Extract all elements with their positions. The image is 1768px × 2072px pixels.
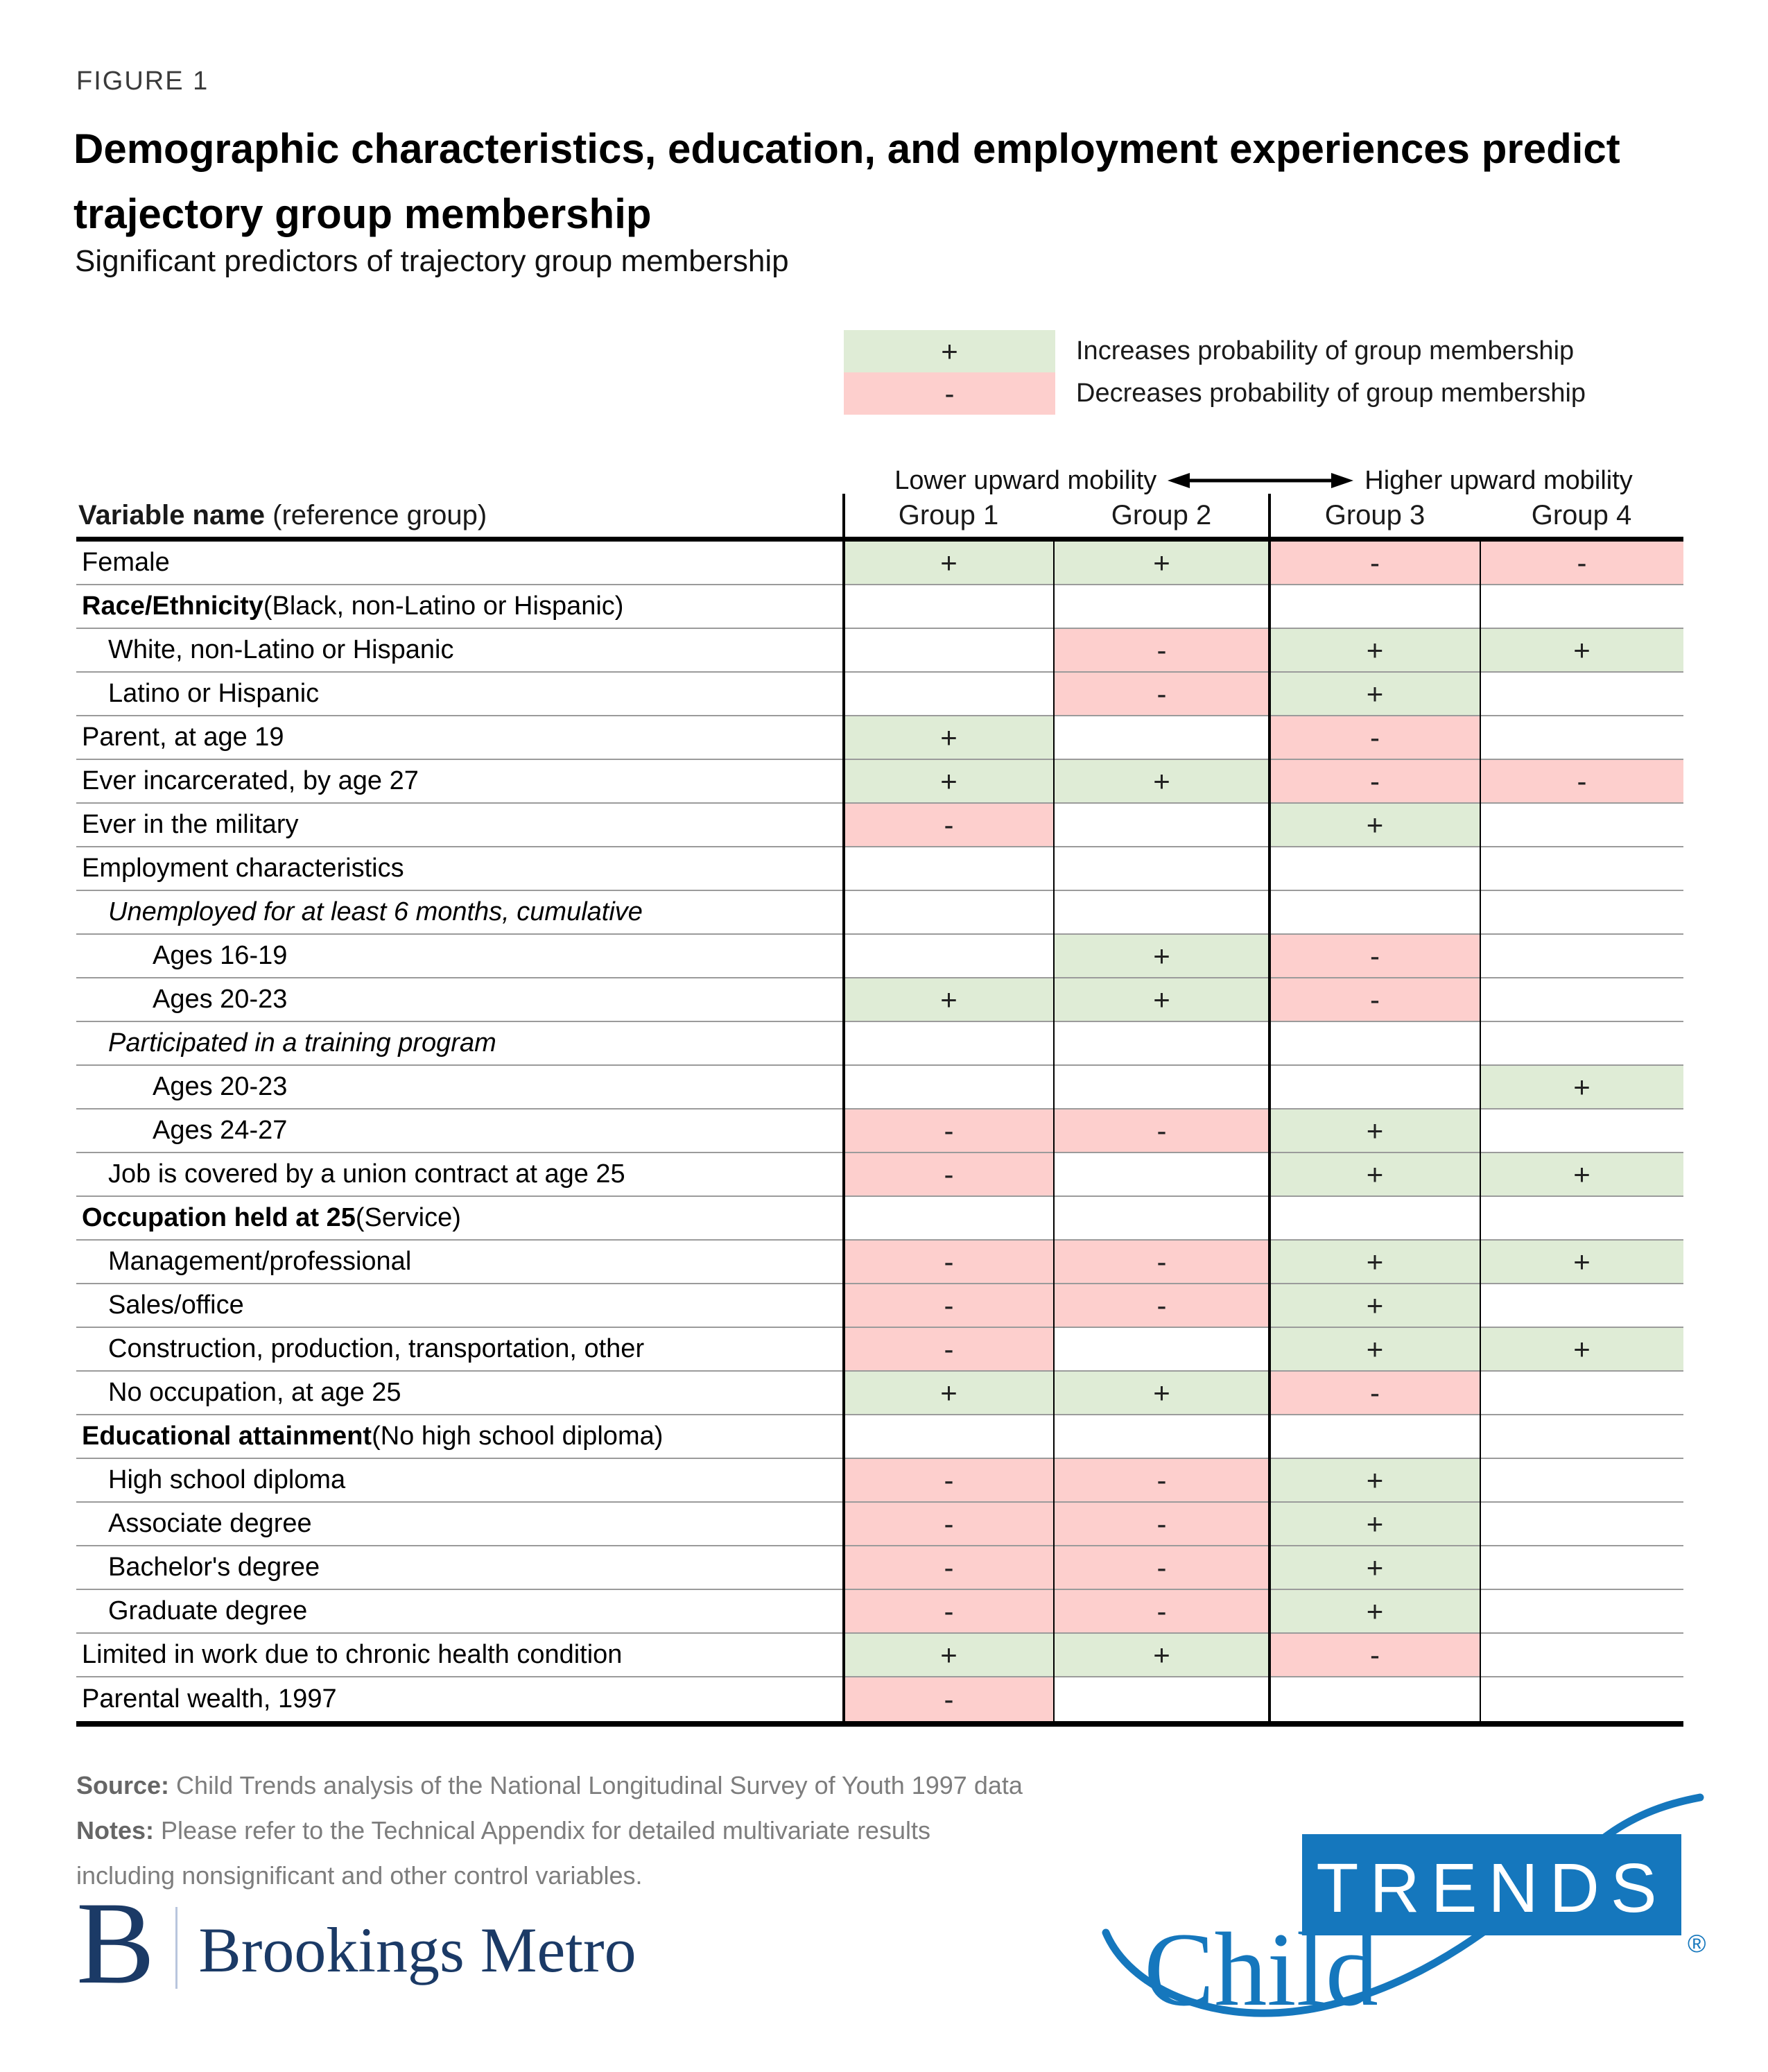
cell-group2 [1054, 1328, 1269, 1370]
cell-group2: + [1054, 542, 1269, 584]
cell-group1 [844, 629, 1054, 671]
cell-group2: - [1054, 673, 1269, 715]
table-row [76, 1590, 1683, 1634]
cell-group1: + [844, 978, 1054, 1021]
group-header-4: Group 4 [1531, 500, 1632, 530]
cell-group4 [1480, 1197, 1683, 1239]
cell-group3: + [1269, 804, 1480, 846]
cell-group3: + [1269, 1284, 1480, 1327]
table-row [76, 978, 1683, 1022]
row-label: Sales/office [108, 1290, 244, 1320]
bottom-rule [76, 1721, 1683, 1727]
cell-group3 [1269, 585, 1480, 628]
table-row [76, 542, 1683, 585]
cell-group2 [1054, 1066, 1269, 1108]
row-label: Ages 20-23 [153, 985, 288, 1014]
cell-group1: - [844, 1590, 1054, 1632]
cell-group2 [1054, 585, 1269, 628]
mobility-right-label: Higher upward mobility [1364, 465, 1633, 495]
cell-group4 [1480, 1546, 1683, 1589]
grid-vline-light [1053, 542, 1055, 1727]
group-header-3: Group 3 [1324, 500, 1425, 530]
cell-group3: + [1269, 1546, 1480, 1589]
cell-group1: - [844, 1110, 1054, 1152]
cell-group2: - [1054, 1459, 1269, 1501]
table-row [76, 804, 1683, 847]
table-row [76, 673, 1683, 716]
cell-group2 [1054, 1022, 1269, 1064]
table-row [76, 935, 1683, 978]
brookings-wordmark: Brookings Metro [198, 1915, 636, 1985]
cell-group2: + [1054, 978, 1269, 1021]
brookings-metro-logo [76, 1878, 636, 2008]
cell-group3: + [1269, 1110, 1480, 1152]
row-label: Unemployed for at least 6 months, cumulative [108, 897, 643, 926]
table-row [76, 760, 1683, 804]
brookings-b-monogram: B [76, 1878, 155, 2008]
cell-group4 [1480, 716, 1683, 759]
group-header-2: Group 2 [1111, 500, 1212, 530]
cell-group2 [1054, 716, 1269, 759]
cell-group3: + [1269, 1153, 1480, 1195]
table-row [76, 1372, 1683, 1415]
cell-group3 [1269, 1197, 1480, 1239]
cell-group4 [1480, 804, 1683, 846]
cell-group2 [1054, 1415, 1269, 1458]
row-label: Limited in work due to chronic health condition [82, 1640, 623, 1669]
row-label: Construction, production, transportation, other [108, 1334, 645, 1363]
cell-group3 [1269, 1022, 1480, 1064]
cell-group4 [1480, 1590, 1683, 1632]
mobility-axis [844, 463, 1683, 498]
cell-group2: + [1054, 760, 1269, 802]
legend-label: Decreases probability of group membership [1076, 379, 1586, 408]
cell-group2: - [1054, 1590, 1269, 1632]
cell-group3: + [1269, 1459, 1480, 1501]
logo-divider [175, 1907, 177, 1989]
cell-group4 [1480, 891, 1683, 933]
cell-group1: - [844, 1241, 1054, 1283]
cell-group1 [844, 673, 1054, 715]
cell-group4 [1480, 1372, 1683, 1414]
cell-group3: - [1269, 935, 1480, 977]
child-wordmark: Child [1144, 1911, 1378, 2028]
table-row [76, 1066, 1683, 1110]
legend-item [844, 330, 1586, 372]
legend-swatch: + [844, 330, 1055, 372]
cell-group4 [1480, 1284, 1683, 1327]
cell-group1 [844, 1066, 1054, 1108]
source-line: Source: Child Trends analysis of the National Longitudinal Survey of Youth 1997 data [76, 1771, 1023, 1799]
cell-group3: - [1269, 542, 1480, 584]
cell-group1 [844, 891, 1054, 933]
footer-notes [76, 1763, 1033, 1898]
cell-group1: - [844, 1459, 1054, 1501]
row-label: Ages 16-19 [153, 941, 288, 970]
table-row [76, 629, 1683, 673]
figure-title: Demographic characteristics, education, and employment experiences predict trajectory group membership [73, 126, 1620, 237]
cell-group2 [1054, 891, 1269, 933]
cell-group2 [1054, 1197, 1269, 1239]
row-label: Educational attainment (No high school diploma) [82, 1422, 664, 1451]
row-label: No occupation, at age 25 [108, 1378, 401, 1407]
row-label: High school diploma [108, 1465, 346, 1494]
cell-group4 [1480, 1110, 1683, 1152]
cell-group4: - [1480, 760, 1683, 802]
cell-group1: - [844, 1677, 1054, 1721]
row-label: Ages 20-23 [153, 1072, 288, 1101]
cell-group2: + [1054, 1372, 1269, 1414]
cell-group1: - [844, 804, 1054, 846]
registered-icon: ® [1688, 1929, 1706, 1958]
notes-line: Notes: Please refer to the Technical Appendix for detailed multivariate results including nonsignificant and other control variables. [76, 1816, 930, 1890]
row-label: Management/professional [108, 1247, 412, 1276]
legend-label: Increases probability of group membership [1076, 336, 1575, 365]
table-row [76, 1241, 1683, 1284]
cell-group1 [844, 1197, 1054, 1239]
table-row [76, 1328, 1683, 1372]
cell-group1: - [844, 1503, 1054, 1545]
table-row [76, 1110, 1683, 1153]
cell-group4 [1480, 1503, 1683, 1545]
row-label: Associate degree [108, 1509, 312, 1538]
row-label: Latino or Hispanic [108, 679, 320, 708]
cell-group3: + [1269, 673, 1480, 715]
cell-group2: - [1054, 1284, 1269, 1327]
cell-group4: + [1480, 1241, 1683, 1283]
cell-group1 [844, 1022, 1054, 1064]
row-label: Job is covered by a union contract at age 25 [108, 1159, 625, 1189]
cell-group2 [1054, 804, 1269, 846]
grid-vline-light [1480, 542, 1481, 1727]
row-label: White, non-Latino or Hispanic [108, 635, 454, 664]
header-rule [76, 537, 1683, 542]
row-label: Occupation held at 25 (Service) [82, 1203, 461, 1232]
table-row [76, 847, 1683, 891]
cell-group1 [844, 1415, 1054, 1458]
table-header [76, 494, 1683, 537]
legend-swatch: - [844, 372, 1055, 415]
cell-group3 [1269, 1415, 1480, 1458]
cell-group4: - [1480, 542, 1683, 584]
cell-group1: + [844, 716, 1054, 759]
cell-group3: + [1269, 1328, 1480, 1370]
row-label: Ever in the military [82, 810, 299, 839]
cell-group4 [1480, 673, 1683, 715]
figure-subtitle: Significant predictors of trajectory group membership [75, 244, 789, 278]
cell-group4 [1480, 935, 1683, 977]
cell-group4 [1480, 585, 1683, 628]
figure-label: FIGURE 1 [76, 67, 209, 96]
cell-group2: - [1054, 1110, 1269, 1152]
cell-group1: + [844, 1372, 1054, 1414]
cell-group3 [1269, 891, 1480, 933]
cell-group3 [1269, 1677, 1480, 1721]
table-row [76, 1197, 1683, 1241]
cell-group4 [1480, 978, 1683, 1021]
cell-group1 [844, 847, 1054, 890]
cell-group4: + [1480, 1153, 1683, 1195]
cell-group4 [1480, 1634, 1683, 1676]
row-label: Parental wealth, 1997 [82, 1684, 337, 1713]
cell-group2: - [1054, 1241, 1269, 1283]
cell-group4: + [1480, 1066, 1683, 1108]
cell-group3 [1269, 1066, 1480, 1108]
mobility-left-label: Lower upward mobility [894, 465, 1157, 495]
legend [844, 330, 1586, 415]
cell-group1: - [844, 1328, 1054, 1370]
row-label: Bachelor's degree [108, 1553, 320, 1582]
cell-group3: - [1269, 1634, 1480, 1676]
row-label: Participated in a training program [108, 1028, 496, 1057]
cell-group3: - [1269, 760, 1480, 802]
cell-group3: - [1269, 978, 1480, 1021]
cell-group3: + [1269, 1241, 1480, 1283]
table-row [76, 1415, 1683, 1459]
cell-group1: + [844, 542, 1054, 584]
legend-item [844, 372, 1586, 415]
group-header-1: Group 1 [898, 500, 999, 530]
cell-group3 [1269, 847, 1480, 890]
cell-group3: + [1269, 1503, 1480, 1545]
grid-vline-heavy [842, 494, 845, 1727]
cell-group2 [1054, 847, 1269, 890]
cell-group2: + [1054, 1634, 1269, 1676]
cell-group2: - [1054, 1546, 1269, 1589]
row-label: Ages 24-27 [153, 1116, 288, 1145]
table-row [76, 1153, 1683, 1197]
cell-group3: + [1269, 629, 1480, 671]
grid-vline-heavy [1268, 494, 1271, 1727]
table-row [76, 1677, 1683, 1721]
predictors-table [76, 494, 1683, 1727]
cell-group2: - [1054, 629, 1269, 671]
cell-group1: - [844, 1153, 1054, 1195]
cell-group4: + [1480, 1328, 1683, 1370]
cell-group2: + [1054, 935, 1269, 977]
child-trends-logo [1089, 1786, 1713, 2063]
cell-group4 [1480, 847, 1683, 890]
cell-group1: + [844, 760, 1054, 802]
row-label: Race/Ethnicity (Black, non-Latino or Hispanic) [82, 592, 624, 621]
cell-group1 [844, 585, 1054, 628]
row-label: Employment characteristics [82, 854, 404, 883]
cell-group1 [844, 935, 1054, 977]
cell-group3: - [1269, 716, 1480, 759]
table-row [76, 1503, 1683, 1546]
table-row [76, 716, 1683, 760]
cell-group1: + [844, 1634, 1054, 1676]
cell-group4 [1480, 1459, 1683, 1501]
row-label: Female [82, 548, 170, 577]
cell-group4 [1480, 1022, 1683, 1064]
row-label: Graduate degree [108, 1596, 308, 1625]
table-row [76, 1022, 1683, 1066]
table-row [76, 1546, 1683, 1590]
variable-name-header: Variable name (reference group) [78, 500, 487, 530]
table-row [76, 891, 1683, 935]
cell-group2: - [1054, 1503, 1269, 1545]
double-arrow-icon [1166, 472, 1355, 490]
cell-group1: - [844, 1284, 1054, 1327]
table-row [76, 1634, 1683, 1677]
row-label: Ever incarcerated, by age 27 [82, 766, 419, 795]
row-label: Parent, at age 19 [82, 723, 284, 752]
cell-group4: + [1480, 629, 1683, 671]
cell-group2 [1054, 1677, 1269, 1721]
table-row [76, 1284, 1683, 1328]
cell-group4 [1480, 1677, 1683, 1721]
cell-group3: - [1269, 1372, 1480, 1414]
cell-group4 [1480, 1415, 1683, 1458]
table-row [76, 585, 1683, 629]
cell-group1: - [844, 1546, 1054, 1589]
cell-group2 [1054, 1153, 1269, 1195]
trends-wordmark: TRENDS [1316, 1849, 1668, 1927]
table-row [76, 1459, 1683, 1503]
cell-group3: + [1269, 1590, 1480, 1632]
